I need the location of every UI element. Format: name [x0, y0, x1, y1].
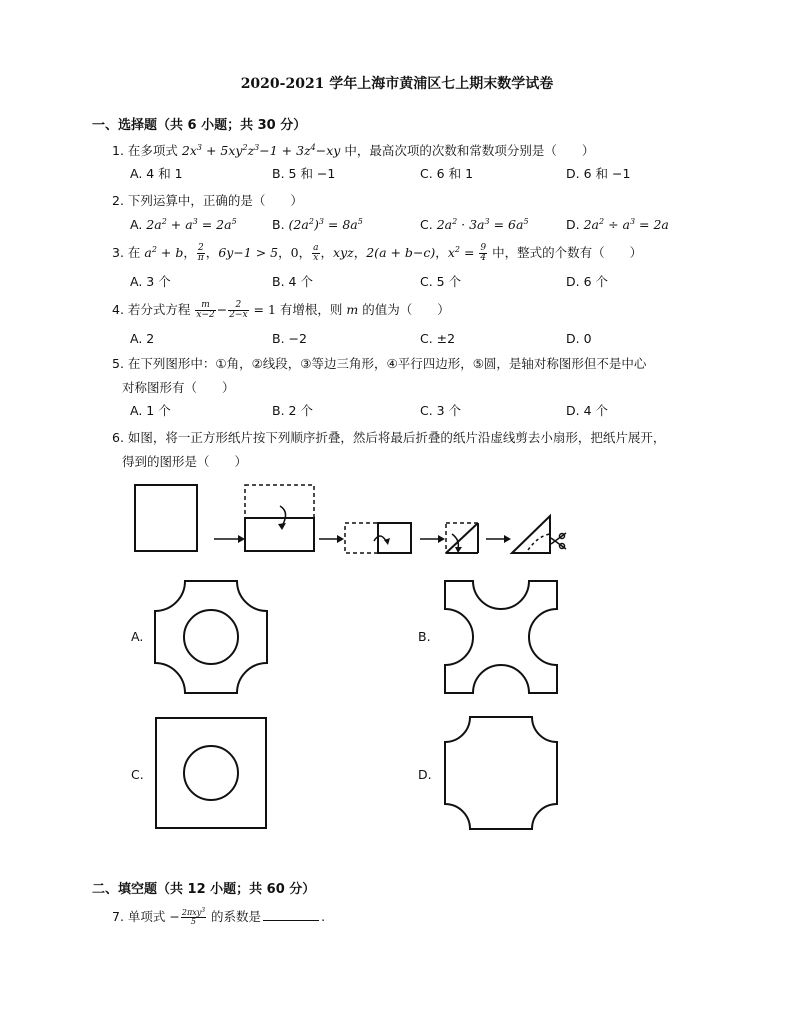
- q4-option-a[interactable]: A. 2: [130, 331, 155, 346]
- q4-mid: 有增根，则: [275, 302, 347, 317]
- question-6-line2: 得到的图形是（ ）: [122, 454, 248, 469]
- q2-option-d[interactable]: D. $2a^2 \div a^3 = 2a$: [566, 217, 669, 232]
- page-title: 2020-2021 学年上海市黄浦区七上期末数学试卷: [240, 76, 554, 92]
- q3-pre: 3. 在: [112, 245, 145, 260]
- question-7-stem: 7. 单项式 − $\frac{2\pi xy^3}{5}$ 的系数是 .: [112, 907, 326, 926]
- question-5-line1: 5. 在下列图形中：①角，②线段，③等边三角形，④平行四边形，⑤圆，是轴对称图形但不是中心: [112, 356, 647, 371]
- q1-post: 中，最高次项的次数和常数项分别是（ ）: [340, 143, 595, 158]
- q2-label-a: A.: [130, 217, 143, 232]
- q5-option-b[interactable]: B. 2 个: [272, 403, 313, 418]
- section-1-heading: 一、选择题（共 6 小题；共 30 分）: [92, 118, 307, 133]
- q2-label-d: D.: [566, 217, 580, 232]
- q6-option-b-figure[interactable]: [440, 576, 562, 698]
- q1-polynomial: $2x^3 + 5xy^2z^3-1 + 3z^4-xy$: [181, 143, 341, 158]
- q2-label-c: C.: [420, 217, 433, 232]
- fold-step-3-dashed: [345, 523, 378, 553]
- q7-end: .: [321, 909, 326, 924]
- q7-answer-blank[interactable]: [263, 909, 319, 921]
- q6-option-d-figure[interactable]: [440, 712, 562, 834]
- section-2-heading: 二、填空题（共 12 小题；共 60 分）: [92, 882, 316, 897]
- question-6-line1: 6. 如图，将一正方形纸片按下列顺序折叠，然后将最后折叠的纸片沿虚线剪去小扇形，把纸片展开，: [112, 430, 666, 445]
- question-2-stem: 2. 下列运算中，正确的是（ ）: [112, 193, 303, 208]
- fold-step-1-square: [135, 485, 197, 551]
- q6-option-c-figure[interactable]: [150, 712, 272, 834]
- question-5-line2: 对称图形有（ ）: [122, 380, 235, 395]
- q6-label-c: C.: [131, 767, 144, 782]
- q3-option-d[interactable]: D. 6 个: [566, 274, 608, 289]
- q2-option-b[interactable]: B. $(2a^2)^3 = 8a^5$: [272, 217, 363, 232]
- q6-label-b: B.: [418, 629, 431, 644]
- fold-step-2-solid: [245, 518, 314, 551]
- q7-pre: 7. 单项式: [112, 909, 170, 924]
- question-3-stem: 3. 在 $a^2 + b$， $\frac{2}{\pi}$ ，6y−1 > 5，0， $\frac{a}{x}$ ，xyz，2(a + b−c)，$x^2$ = $\frac{9}{4}$ 中，整式的个数有（ ）: [112, 243, 643, 263]
- q3-post: 中，整式的个数有（ ）: [488, 245, 643, 260]
- q2-option-c[interactable]: C. $2a^2 \cdot 3a^3 = 6a^5$: [420, 217, 529, 232]
- q1-option-b[interactable]: B. 5 和 −1: [272, 166, 336, 181]
- q1-option-d[interactable]: D. 6 和 −1: [566, 166, 631, 181]
- q2-label-b: B.: [272, 217, 285, 232]
- q3-option-c[interactable]: C. 5 个: [420, 274, 462, 289]
- q5-option-c[interactable]: C. 3 个: [420, 403, 462, 418]
- q3-option-a[interactable]: A. 3 个: [130, 274, 171, 289]
- q7-post: 的系数是: [207, 909, 262, 924]
- q5-option-a[interactable]: A. 1 个: [130, 403, 171, 418]
- q1-option-c[interactable]: C. 6 和 1: [420, 166, 474, 181]
- q4-option-b[interactable]: B. −2: [272, 331, 307, 346]
- question-1-stem: [112, 143, 594, 159]
- q1-option-a[interactable]: A. 4 和 1: [130, 166, 183, 181]
- q2-option-a[interactable]: A. $2a^2 + a^3 = 2a^5$: [130, 217, 237, 232]
- q4-option-c[interactable]: C. ±2: [420, 331, 456, 346]
- q4-option-d[interactable]: D. 0: [566, 331, 592, 346]
- q3-option-b[interactable]: B. 4 个: [272, 274, 313, 289]
- q6-option-a-figure[interactable]: [150, 576, 272, 698]
- q6-label-d: D.: [418, 767, 432, 782]
- q4-pre: 4. 若分式方程: [112, 302, 195, 317]
- folding-sequence-figure: [120, 478, 580, 562]
- q6-label-a: A.: [131, 629, 144, 644]
- q5-option-d[interactable]: D. 4 个: [566, 403, 608, 418]
- q1-pre: 1. 在多项式: [112, 143, 182, 158]
- q4-post: 的值为（ ）: [358, 302, 450, 317]
- fold-step-2-dashed: [245, 485, 314, 518]
- question-4-stem: 4. 若分式方程 $\frac{m}{x-2}$ − $\frac{2}{2-x}$ = 1 有增根，则 m 的值为（ ）: [112, 300, 450, 320]
- fold-step-5-triangle: [512, 516, 550, 553]
